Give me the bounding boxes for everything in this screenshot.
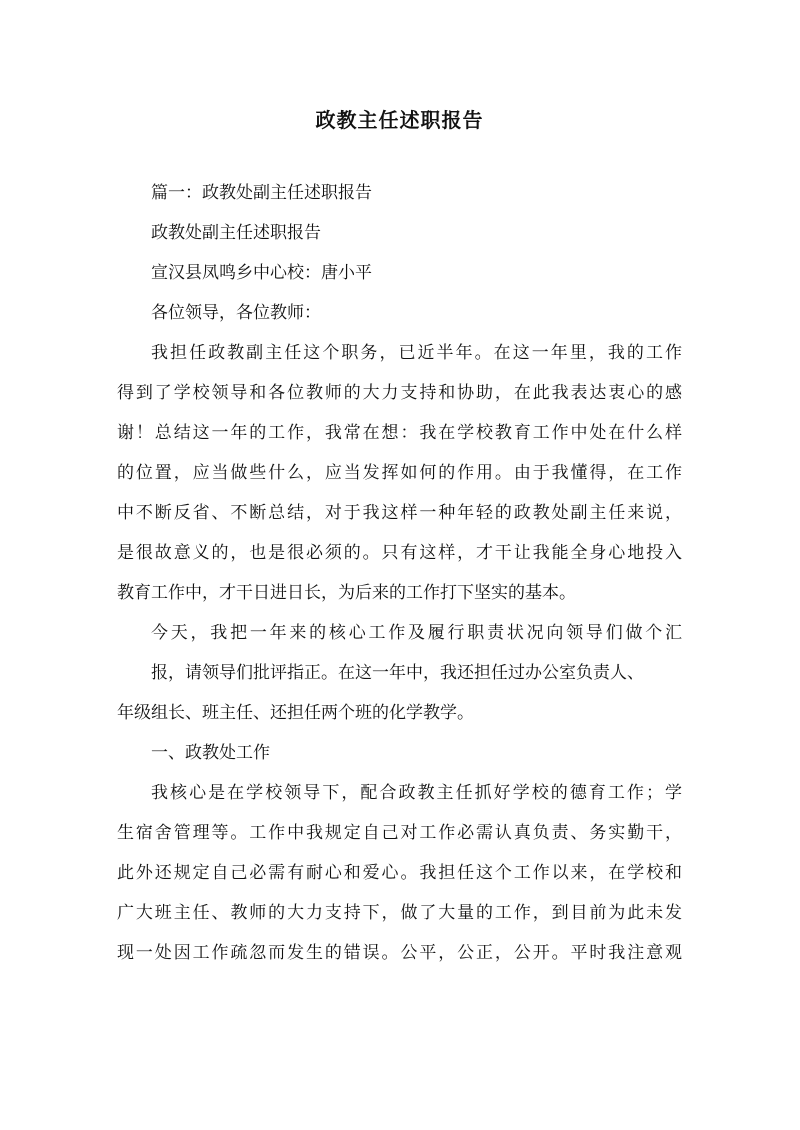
paragraph-line: 中不断反省、不断总结，对于我这样一种年轻的政教处副主任来说， bbox=[117, 503, 682, 523]
paragraph-line: 今天，我把一年来的核心工作及履行职责状况向领导们做个汇 bbox=[151, 623, 682, 643]
document-body bbox=[117, 182, 682, 965]
paragraph-line: 广大班主任、教师的大力支持下，做了大量的工作，到目前为此未发 bbox=[117, 903, 682, 923]
author-line: 宣汉县凤鸣乡中心校：唐小平 bbox=[151, 263, 372, 283]
paragraph-3 bbox=[117, 782, 682, 965]
heading-line-2: 政教处副主任述职报告 bbox=[151, 223, 321, 243]
paragraph-line: 报，请领导们批评指正。在这一年中，我还担任过办公室负责人、 bbox=[151, 663, 644, 683]
paragraph-line: 我核心是在学校领导下，配合政教主任抓好学校的德育工作；学 bbox=[151, 783, 682, 803]
paragraph-line: 年级组长、班主任、还担任两个班的化学教学。 bbox=[117, 703, 474, 723]
paragraph-line: 我担任政教副主任这个职务，已近半年。在这一年里，我的工作 bbox=[151, 343, 682, 363]
paragraph-line: 的位置，应当做些什么，应当发挥如何的作用。由于我懂得，在工作 bbox=[117, 463, 682, 483]
paragraph-line: 教育工作中，才干日进日长，为后来的工作打下坚实的基本。 bbox=[117, 583, 576, 603]
paragraph-line: 是很故意义的，也是很必须的。只有这样，才干让我能全身心地投入 bbox=[117, 543, 682, 563]
salutation-line: 各位领导，各位教师： bbox=[151, 303, 321, 323]
document-title: 政教主任述职报告 bbox=[315, 108, 484, 132]
paragraph-line: 得到了学校领导和各位教师的大力支持和协助，在此我表达衷心的感 bbox=[117, 383, 682, 403]
paragraph-line: 现一处因工作疏忽而发生的错误。公平，公正，公开。平时我注意观 bbox=[117, 943, 682, 963]
paragraph-2 bbox=[117, 622, 682, 725]
section-heading: 一、政教处工作 bbox=[151, 743, 270, 763]
heading-line-1: 篇一：政教处副主任述职报告 bbox=[151, 183, 372, 203]
paragraph-line: 此外还规定自己必需有耐心和爱心。我担任这个工作以来，在学校和 bbox=[117, 863, 682, 883]
paragraph-1 bbox=[117, 342, 682, 605]
paragraph-line: 生宿舍管理等。工作中我规定自己对工作必需认真负责、务实勤干， bbox=[117, 823, 682, 843]
paragraph-line: 谢！总结这一年的工作，我常在想：我在学校教育工作中处在什么样 bbox=[117, 423, 682, 443]
